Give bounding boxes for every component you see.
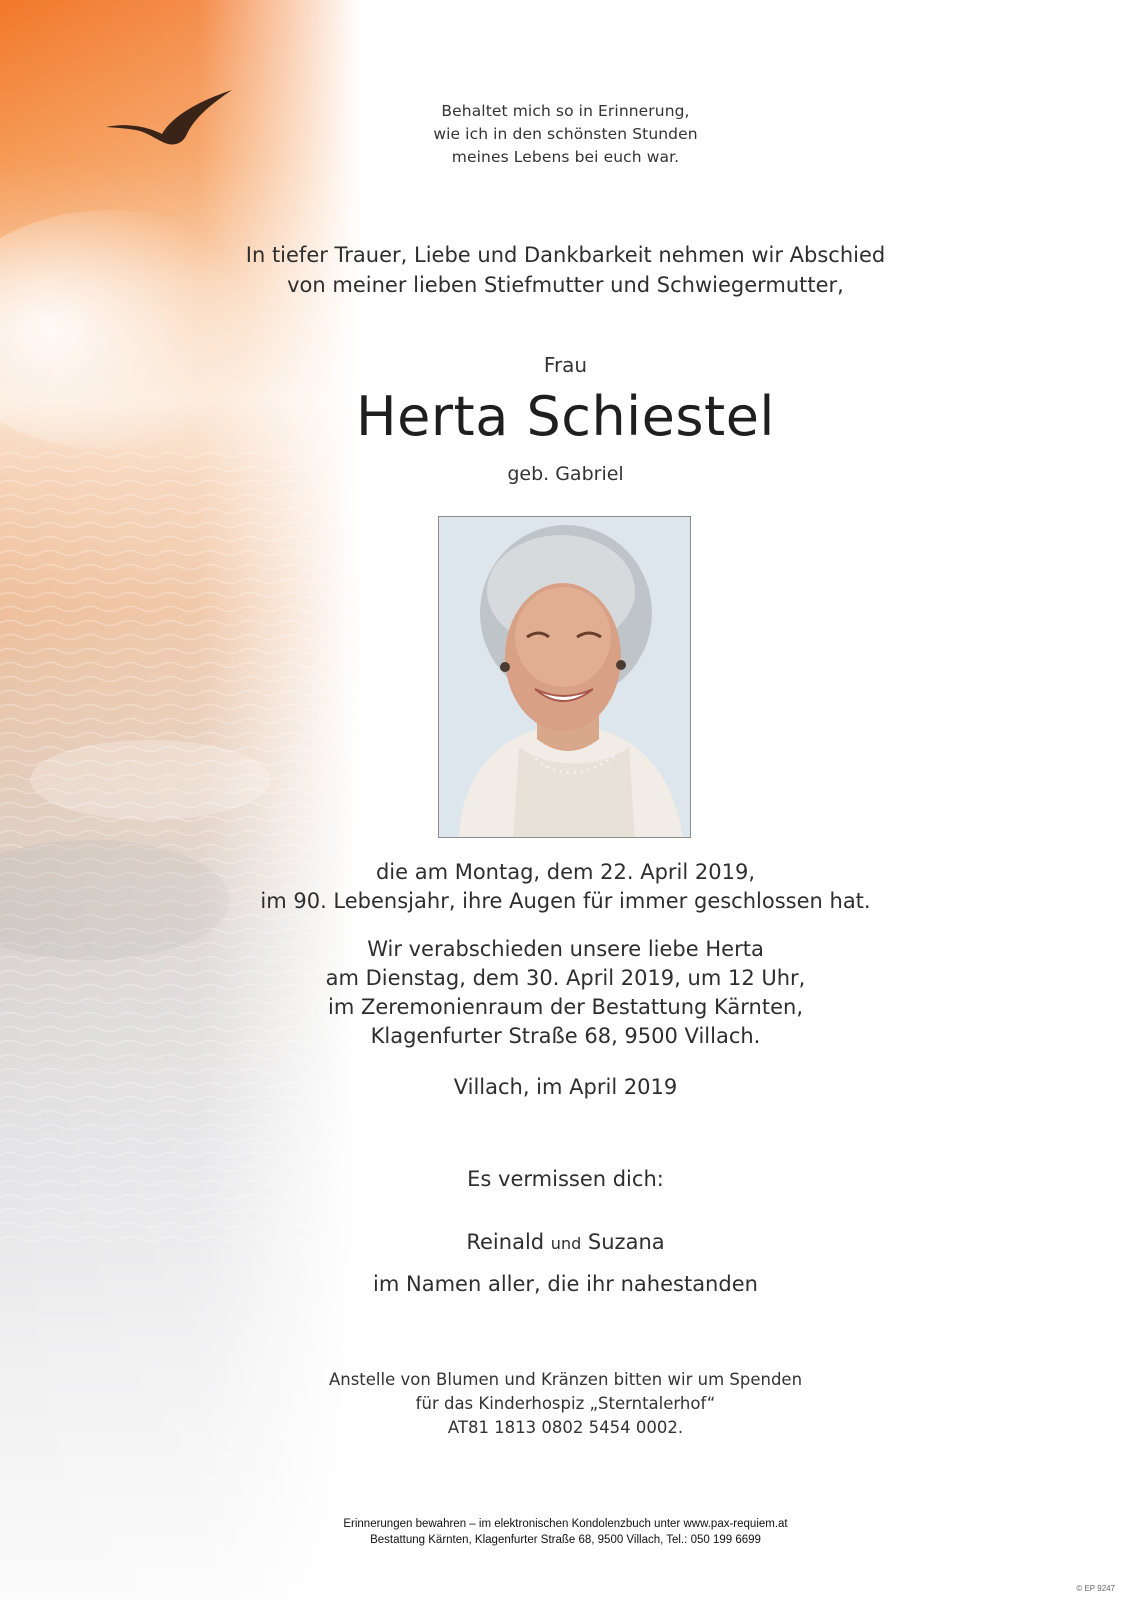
donation-line-2: für das Kinderhospiz „Sterntalerhof“ bbox=[415, 1394, 716, 1413]
footer-line-2: Bestattung Kärnten, Klagenfurter Straße 68, 9500 Villach, Tel.: 050 199 6699 bbox=[370, 1534, 761, 1546]
deceased-name: Herta Schiestel bbox=[356, 385, 775, 448]
donation-line-1: Anstelle von Blumen und Kränzen bitten wir um Spenden bbox=[328, 1370, 803, 1389]
mourner-1: Reinald bbox=[466, 1230, 545, 1254]
funeral-line-3: im Zeremonienraum der Bestattung Kärnten, bbox=[328, 995, 803, 1019]
poem-line-2: wie ich in den schönsten Stunden bbox=[433, 125, 698, 143]
mourner-conjunction: und bbox=[550, 1234, 582, 1253]
mourners bbox=[0, 1230, 1131, 1254]
poem-line-3: meines Lebens bei euch war. bbox=[451, 148, 680, 166]
on-behalf-line: im Namen aller, die ihr nahestanden bbox=[373, 1272, 758, 1296]
poem-line-1: Behaltet mich so in Erinnerung, bbox=[441, 102, 690, 120]
funeral-line-4: Klagenfurter Straße 68, 9500 Villach. bbox=[370, 1024, 761, 1048]
death-notice-line-1: die am Montag, dem 22. April 2019, bbox=[375, 860, 756, 884]
portrait-photo bbox=[438, 516, 691, 838]
funeral-line-2: am Dienstag, dem 30. April 2019, um 12 Uhr, bbox=[325, 966, 806, 990]
mourner-2: Suzana bbox=[587, 1230, 665, 1254]
funeral-line-1: Wir verabschieden unsere liebe Herta bbox=[367, 937, 764, 961]
place-date: Villach, im April 2019 bbox=[453, 1075, 678, 1099]
birth-name: geb. Gabriel bbox=[507, 463, 624, 485]
death-notice-line-2: im 90. Lebensjahr, ihre Augen für immer geschlossen hat. bbox=[260, 889, 871, 913]
footer-line-1: Erinnerungen bewahren – im elektronischen Kondolenzbuch unter www.pax-requiem.at bbox=[343, 1518, 788, 1530]
donation-line-3: AT81 1813 0802 5454 0002. bbox=[447, 1418, 684, 1437]
salutation: Frau bbox=[543, 353, 588, 377]
intro-line-1: In tiefer Trauer, Liebe und Dankbarkeit nehmen wir Abschied bbox=[245, 243, 886, 267]
intro-line-2: von meiner lieben Stiefmutter und Schwiegermutter, bbox=[287, 273, 844, 297]
missed-by-heading: Es vermissen dich: bbox=[467, 1167, 664, 1191]
print-code: © EP 9247 bbox=[1076, 1584, 1115, 1593]
